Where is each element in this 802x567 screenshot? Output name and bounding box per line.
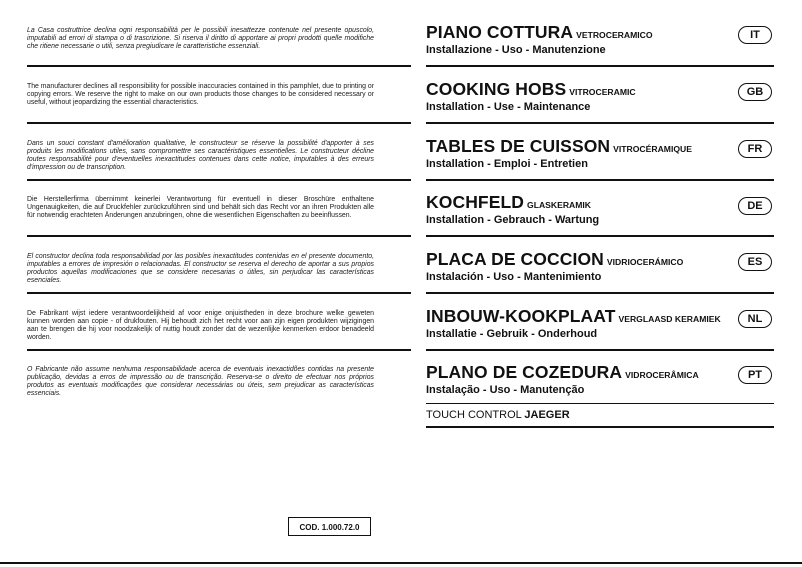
subtitle-de: Installation - Gebrauch - Wartung bbox=[426, 214, 600, 226]
subtitle-nl: Installatie - Gebruik - Onderhoud bbox=[426, 328, 598, 340]
divider-left bbox=[27, 349, 411, 351]
language-badge-de: DE bbox=[738, 197, 772, 215]
divider-left bbox=[27, 65, 411, 67]
divider-right bbox=[426, 235, 774, 237]
subtitle-es: Instalación - Uso - Mantenimiento bbox=[426, 271, 602, 283]
divider-right bbox=[426, 349, 774, 351]
divider-right bbox=[426, 292, 774, 294]
title-material: VIDRIOCERÁMICO bbox=[606, 257, 684, 267]
title-it bbox=[426, 22, 653, 43]
bottom-border bbox=[0, 562, 802, 564]
product-line-prefix: TOUCH CONTROL bbox=[426, 409, 522, 421]
title-material: GLASKERAMIK bbox=[527, 200, 591, 210]
product-line-brand: JAEGER bbox=[524, 409, 570, 421]
disclaimer-de: Die Herstellerfirma übernimmt keinerlei Verantwortung für eventuell in dieser Broschüre enthaltene Ungenauigkeiten, die auf Druckfehler zurückzuführen sind und behält sich das Recht vor an ihren Produkten alle für notwendig erachteten Änderungen anzubringen, ohne die wesentlichen Eigenschaften zu beeinflussen. bbox=[27, 196, 374, 219]
divider-right bbox=[426, 65, 774, 67]
language-badge-gb: GB bbox=[738, 83, 772, 101]
title-material: VETROCERAMICO bbox=[576, 30, 653, 40]
subtitle-fr: Installation - Emploi - Entretien bbox=[426, 158, 588, 170]
title-de bbox=[426, 192, 591, 213]
disclaimer-fr: Dans un souci constant d'amélioration qualitative, le constructeur se réserve la possibilité d'apporter à ses produits les modifications utiles, sans compromettre ses caractéristiques essentielles. Le constructeur décline toutes responsabilité pour d'eventuelles inexactitudes contenues dans cette notice, imputables à des erreurs d'impression ou de transcription. bbox=[27, 140, 374, 171]
divider-left bbox=[27, 235, 411, 237]
language-badge-fr: FR bbox=[738, 140, 772, 158]
language-badge-es: ES bbox=[738, 253, 772, 271]
title-main: INBOUW-KOOKPLAAT bbox=[426, 306, 616, 326]
title-material: VERGLAASD KERAMIEK bbox=[618, 314, 721, 324]
disclaimer-nl: De Fabrikant wijst iedere verantwoordelijkheid af voor enige onjuistheden in deze brochure welke geweten kunnen worden aan copie - of drukfouten. Hij behoudt zich het recht voor aan zijn eigen produkten wijzigingen aan te brengen die hij voor noodzakelijk of nuttig houdt zonder dat de wezenlijke kenmerken erdoor benadeeld worden. bbox=[27, 310, 374, 341]
title-gb bbox=[426, 79, 636, 100]
disclaimer-gb: The manufacturer declines all responsibility for possible inaccuracies contained in this pamphlet, due to printing or copying errors. We reserve the right to make on our own products those changes to be considered necessary or useful, without jeopardizing the essential characteristics. bbox=[27, 83, 375, 106]
divider-right bbox=[426, 426, 774, 428]
subtitle-gb: Installation - Use - Maintenance bbox=[426, 101, 591, 113]
divider-right bbox=[426, 179, 774, 181]
divider-right bbox=[426, 122, 774, 124]
divider-left bbox=[27, 292, 411, 294]
title-nl bbox=[426, 306, 721, 327]
title-pt bbox=[426, 362, 699, 383]
title-fr bbox=[426, 136, 692, 157]
title-es bbox=[426, 249, 683, 270]
title-main: KOCHFELD bbox=[426, 192, 525, 212]
title-main: PLANO DE COZEDURA bbox=[426, 362, 623, 382]
divider-right bbox=[426, 403, 774, 404]
title-main: PIANO COTTURA bbox=[426, 22, 574, 42]
subtitle-pt: Instalação - Uso - Manutenção bbox=[426, 384, 585, 396]
document-code: COD. 1.000.72.0 bbox=[288, 517, 371, 536]
language-badge-it: IT bbox=[738, 26, 772, 44]
divider-left bbox=[27, 179, 411, 181]
language-badge-nl: NL bbox=[738, 310, 772, 328]
disclaimer-it: La Casa costruttrice declina ogni responsabilità per le possibili inesattezze contenute nel presente opuscolo, imputabili ad errori di stampa o di trascrizione. Si riserva il diritto di apportare ai propri prodotti quelle modifiche che ritiene necessarie o utili, senza pregiudicare le caratteristiche essenziali. bbox=[27, 27, 374, 50]
title-main: COOKING HOBS bbox=[426, 79, 567, 99]
title-material: VITROCERAMIC bbox=[569, 87, 636, 97]
subtitle-it: Installazione - Uso - Manutenzione bbox=[426, 44, 606, 56]
disclaimer-es: El constructor declina toda responsabilidad por las posibles inexactitudes contenidas en el presente documento, imputables a errores de impresión o relacionadas. El constructor se reserva el derecho de aportar a sus propios productos aquellas modificaciones que se considere necesarias o útiles, sin perjudicar las características esenciales. bbox=[27, 253, 374, 284]
language-badge-pt: PT bbox=[738, 366, 772, 384]
disclaimer-pt: O Fabricante não assume nenhuma responsabilidade acerca de eventuais inexactidões contidas na presente publicação, devidas a erros de impressão ou de transcrição. Reserva-se o direito de efectuar nos próprios produtos as eventuais modificações que considerar necessárias ou úteis, sem prejudicar as características essenciais. bbox=[27, 366, 374, 397]
title-main: PLACA DE COCCION bbox=[426, 249, 604, 269]
title-material: VIDROCERÂMICA bbox=[625, 370, 699, 380]
product-line bbox=[426, 409, 570, 421]
title-material: VITROCÉRAMIQUE bbox=[613, 144, 692, 154]
divider-left bbox=[27, 122, 411, 124]
title-main: TABLES DE CUISSON bbox=[426, 136, 611, 156]
